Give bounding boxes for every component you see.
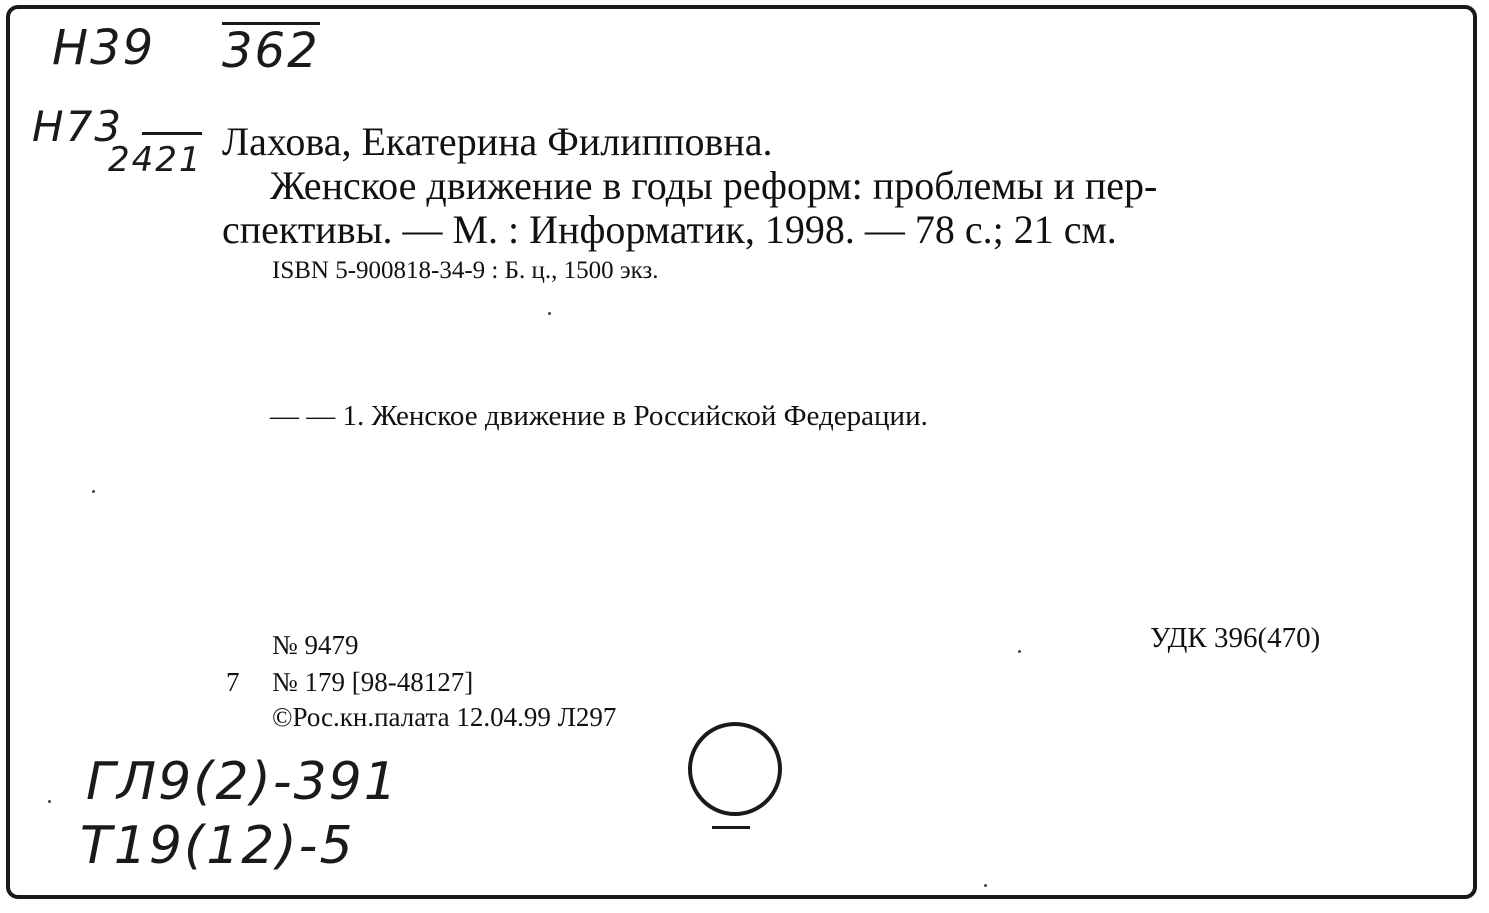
scan-speck (92, 490, 95, 493)
chamber-stamp: ©Рос.кн.палата 12.04.99 Л297 (272, 702, 617, 732)
author-code-divider (142, 132, 202, 135)
handwritten-shelfmark-overlined: 362 (222, 23, 320, 79)
scan-speck (548, 312, 551, 315)
circle-mark-icon (688, 722, 782, 816)
entry-heading: Лахова, Екатерина Филипповна. (222, 119, 773, 164)
handwritten-shelfmark: Н39 (52, 20, 156, 76)
scan-speck (48, 800, 51, 803)
scan-speck (1018, 650, 1021, 653)
record-number-2: № 179 [98-48127] (272, 667, 474, 697)
entry-title-line-2: спективы. — М. : Информатик, 1998. — 78 с.; 21 см. (222, 207, 1117, 252)
circle-underline (712, 826, 750, 829)
entry-title-line-1: Женское движение в годы реформ: проблемы и пер- (270, 163, 1158, 208)
record-number-1: № 9479 (272, 630, 359, 660)
scan-speck (984, 884, 987, 887)
entry-isbn: ISBN 5-900818-34-9 : Б. ц., 1500 экз. (272, 257, 659, 284)
handwritten-author-code-bottom: 2421 (108, 140, 203, 180)
handwritten-classification-2: Т19(12)-5 (80, 816, 355, 876)
handwritten-classification-1: ГЛ9(2)-391 (86, 752, 399, 812)
handwritten-author-code-top: Н73 (32, 102, 124, 151)
entry-subject: — — 1. Женское движение в Российской Федерации. (270, 400, 928, 432)
record-number-prefix: 7 (226, 667, 240, 697)
udc-code: УДК 396(470) (1150, 622, 1321, 654)
